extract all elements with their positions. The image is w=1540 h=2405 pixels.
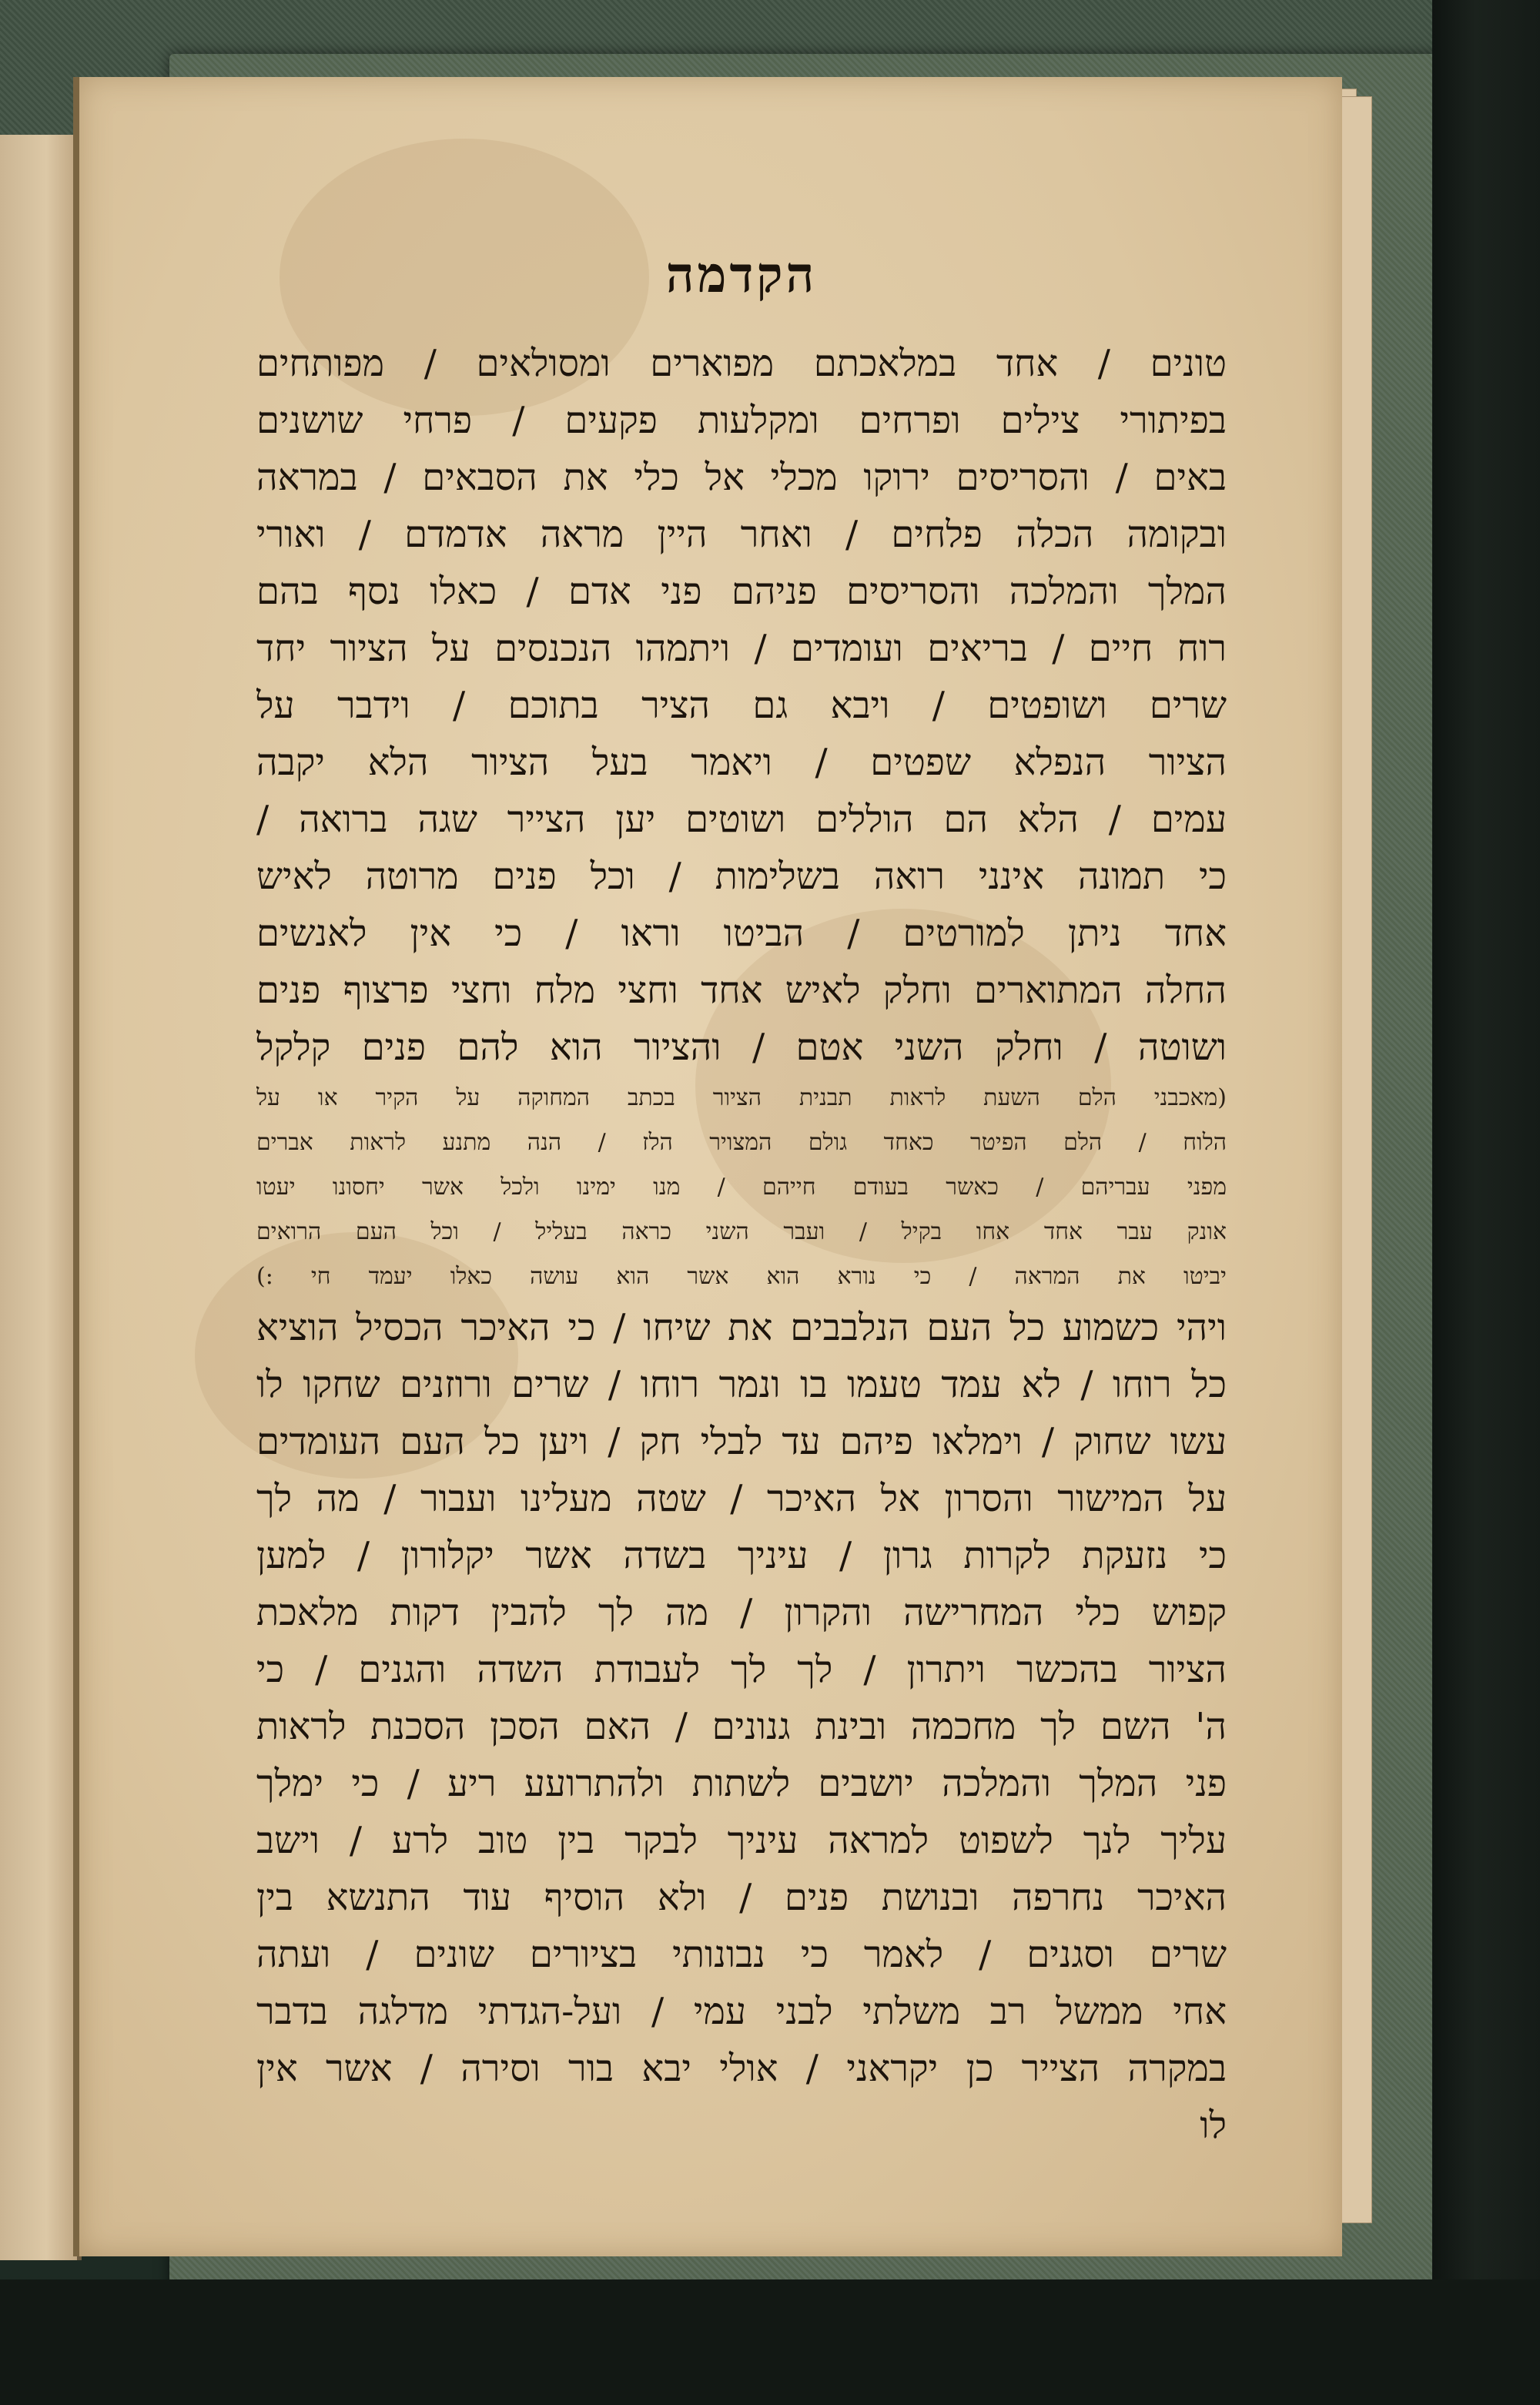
text-line: ה' השם לך מחכמה ובינת גנונים / האם הסכן הסכנת לראות [256, 1705, 1227, 1748]
text-line: כי נזעקת לקרות גרון / עיניך בשדה אשר יקלורון / למען [256, 1534, 1227, 1577]
page-heading: הקדמה [665, 246, 818, 304]
footnote-line: (מאכבני הלם השעת לראות תבנית הציור בכתב המחוקה על הקיר או על [256, 1084, 1227, 1111]
text-line: רוח חיים / בריאים ועומדים / ויתמהו הנכנסים על הציור יחד [256, 627, 1227, 670]
footnote-line: אונק עבר אחד אחו בקיל / ועבר השני כראה בעליל / וכל העם הרואים [256, 1218, 1227, 1245]
text-line: שרים וסגנים / לאמר כי נבונותי בציורים שונים / ועתה [256, 1933, 1227, 1976]
text-line: כי תמונה אינני רואה בשלימות / וכל פנים מרוטה לאיש [256, 855, 1227, 898]
text-line: באים / והסריסים ירוקו מכלי אל כלי את הסבאים / במראה [256, 456, 1227, 499]
footnote-line: מפני עבריהם / כאשר בעודם חייהם / מנו ימינו ולכל אשר יחסונו יעטו [256, 1174, 1227, 1201]
text-line: עמים / הלא הם הוללים ושוטים יען הצייר שגה ברואה / [256, 798, 1227, 841]
text-line: ויהי כשמוע כל העם הנלבבים את שיחו / כי האיכר הכסיל הוציא [256, 1306, 1227, 1349]
left-facing-page [0, 135, 82, 2260]
text-line: טונים / אחד במלאכתם מפוארים ומסולאים / מפותחים [256, 342, 1227, 385]
text-line: ושוטה / וחלק השני אטם / והציור הוא להם פנים קלקל [256, 1026, 1227, 1069]
footnote-line: הלוח / הלם הפיטר כאחד גולם המצויר הלז / הנה מתנע לראות אברים [256, 1129, 1227, 1156]
text-line: ובקומה הכלה פלחים / ואחר היין מראה אדמדם / ואורי [256, 513, 1227, 556]
text-line: האיכר נחרפה ובנושת פנים / ולא הוסיף עוד התנשא בין [256, 1876, 1227, 1919]
text-line: החלה המתוארים וחלק לאיש אחד וחצי מלח וחצי פרצוף פנים [256, 969, 1227, 1012]
book-page [73, 77, 1342, 2256]
text-line: פני המלך והמלכה יושבים לשתות ולהתרועע ריע / כי ימלך [256, 1762, 1227, 1805]
text-line: הציור בהכשר ויתרון / לך לך לעבודת השדה והגנים / כי [256, 1648, 1227, 1691]
text-line: במקרה הצייר כן יקראני / אולי יבא בור וסירה / אשר אין [256, 2047, 1227, 2090]
text-line: עליך לנך לשפוט למראה עיניך לבקר בין טוב לרע / וישב [256, 1819, 1227, 1862]
text-line: אחד ניתן למורטים / הביטו וראו / כי אין לאנשים [256, 912, 1227, 955]
cover-spine-shadow [1432, 0, 1540, 2405]
text-line: בפיתורי צילים ופרחים ומקלעות פקעים / פרחי שושנים [256, 399, 1227, 442]
text-line: אחי ממשל רב משלתי לבני עמי / ועל-הגדתי מדלגה בדבר [256, 1990, 1227, 2033]
footnote-line: יביטו את המראה / כי נורא הוא אשר הוא עושה כאלו יעמד חי :) [256, 1263, 1227, 1290]
page-text [256, 246, 1227, 2154]
text-line: הציור הנפלא שפטים / ויאמר בעל הציור הלא יקבה [256, 741, 1227, 784]
text-line: שרים ושופטים / ויבא גם הציר בתוכם / וידבר על [256, 684, 1227, 727]
text-line: כל רוחו / לא עמד טעמו בו ונמר רוחו / שרים ורוזנים שחקו לו [256, 1363, 1227, 1406]
text-line: עשו שחוק / וימלאו פיהם עד לבלי חק / ויען כל העם העומדים [256, 1420, 1227, 1463]
text-line: המלך והמלכה והסריסים פניהם פני אדם / כאלו נסף בהם [256, 570, 1227, 613]
text-line: לו [1200, 2104, 1227, 2147]
text-line: על המישור והסרון אל האיכר / שטה מעלינו ועבור / מה לך [256, 1477, 1227, 1520]
bottom-shadow [0, 2279, 1540, 2405]
text-line: קפוש כלי המחרישה והקרון / מה לך להבין דקות מלאכת [256, 1591, 1227, 1634]
